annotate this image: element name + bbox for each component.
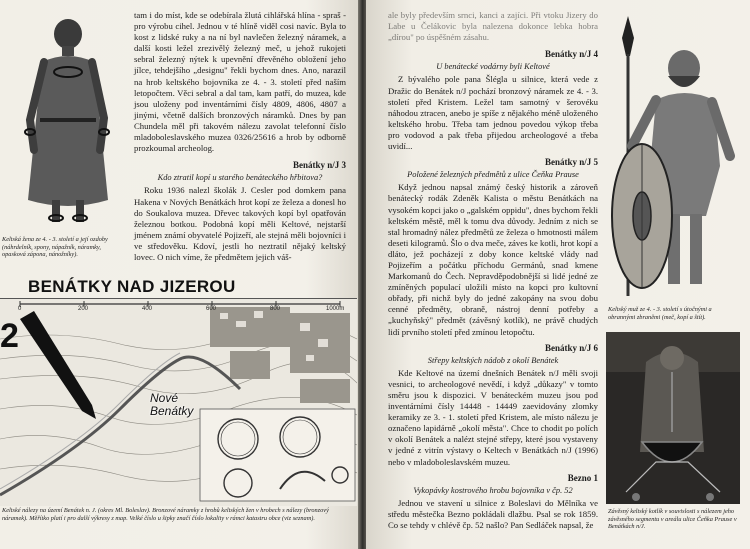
section-title-benatky-4: Benátky n/J 4 [544,49,598,60]
scale-label-800: 800 [270,306,281,312]
cauldron-illustration [606,332,740,504]
scale-label-600: 600 [206,306,217,312]
map-place-label-line1: Nové [150,391,179,405]
section-subtitle-benatky-4: U benátecké vodárny byli Keltové [436,62,550,72]
map-site-number: 2 [0,317,19,355]
section-title-benatky-5: Benátky n/J 5 [544,157,598,168]
section-text-benatky-5: Když jednou napsal známý český historik a zároveň benátecký rodák Zdeněk Kalista o městu Benátkách na vysokém kopci jako o „galském oppidu", dnes bychom řekli keltském městě, měl k tomu dva důvody. Jedním z nich se stal hromadný nález předmětů ze železa o hmotnosti málem deseti kilogramů. Šlo o dva meče, záves ke kotli, hrot kopí a dláto, jež pocházejí z doby konce keltské vlády nad Pojizeřím a počátku příchodu Germánů, snad kmene Markomanů do Čech. Nepravděpodobnější si lidé jedné ze zmíněných populací uložili místo na kopci pro kultovní obřady, při nichž byly do jedné zakopány na svou dobu cenné předměty, obraně, nástroj denní potřeby a „kuchyňský" předmět (závěsný kotlík), ne právě chudých lidí prvního století před zmínou letopočtu. [388,182,598,337]
map-caption: Keltské nálezy na území Benátek n. J. (okres Ml. Boleslav). Bronzové náramky z hrobů keltských žen v hrobech s nálezy (bronzový náramek). Měřítko platí i pro další výkresy z map. Velké číslo u šipky značí číslo lokality v rámci katastru obce (viz seznam). [2,507,329,522]
top-paragraph: ale byly především srnci, kanci a zajíci. Při vtoku Jizery do Labe u Čelákovic byla nalezena dokonce lebka hobra „dírou" po úspěšném zásahu. [388,10,598,43]
section-title-benatky-6: Benátky n/J 6 [544,342,598,353]
celtic-warrior-illustration [606,16,746,306]
section-text-bezno-1: Jednou ve stavení u silnice z Boleslavi do Mělníka ve středu městečka Bezno pokládali dlažbu. Psal se rok 1859. Co se tehdy v chlévě čp. 52 našlo? Pan Sedláček napsal, že [388,497,598,531]
warrior-caption: Keltský muž ze 4. - 3. století s útočnými a obrannými zbraněmi (meč, kopí a štít). [608,306,712,321]
map-title: BENÁTKY NAD JIZEROU [28,277,236,296]
scale-label-0: 0 [18,306,22,312]
map-place-label-line2: Benátky [150,404,194,418]
spear-icon [622,16,634,56]
section-subtitle-benatky-3: Kdo ztratil kopí u starého benáteckého hřbitova? [157,173,323,183]
left-page [0,0,360,549]
section-title-bezno-1: Bezno 1 [567,472,598,483]
left-text-column [134,10,346,263]
cauldron-caption: Závěsný keltský kotlík v souvislosti s nálezem jeho závěsného segmentu v areálu ulice Čeňka Prause v Benátkách n/J. [608,508,737,531]
right-page [366,0,750,549]
scale-label-1000: 1000m [326,306,345,312]
section-title-benatky-3: Benátky n/J 3 [292,160,346,171]
map-place-label [150,392,193,418]
section-text-benatky-3: Roku 1936 nalezl školák J. Cesler pod domkem pana Hakena v Nových Benátkách hrot kopí ze železa a donesl ho do Soukalova muzea. Dřevec takových kopí byl opatřován železnou botkou. Podobná kopí měli Keltové, nejstarší jménem známí obyvatelé Pojizeří, ale stejná měli bojovníci i ve středověku. Kdoví, jestli ho neztratil nějaký keltský lovec. O nich víme, že předmětem jejich váš- [134,185,346,262]
section-text-benatky-6: Kde Keltové na území dnešních Benátek n/J měli svoji vesnici, to archeologové nevědí, i když „důkazy" v tomto směru jsou k dispozici. V benáteckém muzeu jsou pod inventárními čísly 14448 - 14449 zaevidovány zlomky keramiky ze 3. - 1. století před Kristem, ale místo nálezu je označeno lapidárně „okolí města". Chce to chodit po polích v okolí Benátek a nalézt stejné střepy, které jsou vystaveny v jedné z vitrín výstavy o Keltech v Benátkách n/J (1996) nebo v mladoboleslavském muzeu. [388,367,598,467]
scale-label-200: 200 [78,306,89,312]
right-text-column [388,10,598,531]
intro-paragraph: tam i do míst, kde se odebírala žlutá cihlářská hlína - spraš - pro výrobu cihel. Jednou v té hlíně viděl cosi navíc. Byla to kost z lidské ruky a na ní byl navlečen železný náramek, a další kosti ležel zrezivělý železný meč, u jehož rukojeti sebral železný nýtek k upevnění dřevěného obložení jeho jílce, tehdejšího „designu" řekli bychom dnes. Ano, narazil na hrob keltského bojovníka ze 4. - 3. století před naším letopočtem. Věci sebral a dal tam, kam patří, do muzea, kde jsou uloženy pod inventárními čísly 4809, 4806, 4807 a jinými, včetně dalších bronzových náramků. Dnes by pan Chundela měl při takovém nálezu zavolat telefonní číslo mladoboleslavského muzea 0326/25616 a hrob by odborně prozkoumal archeolog. [134,10,346,154]
woman-head [54,19,82,49]
section-subtitle-benatky-5: Položené železných předmětů z ulice Čeňka Prause [407,170,579,180]
woman-figure-caption: Keltská žena ze 4. - 3. století a její ozdoby (náhrdelník, spony, nápažník, náramky, opasková zápona, nánožníky). [2,236,108,259]
celtic-woman-illustration [0,0,130,240]
scale-label-400: 400 [142,306,153,312]
section-text-benatky-4: Z bývalého pole pana Šlégla u silnice, která vede z Dražic do Benátek n/J pochází bronzový náramek ze 4. - 3. století před Kristem. Ležel tam samotný v šerovéku náhodou ztracen, anebo je spíše z nějakého méně uloženého keltského hrobu. Třeba tam jednou povedou výkop třeba pro vodovod a pak třeba přijedou archeologové a třeba uvidí... [388,74,598,152]
section-subtitle-benatky-6: Střepy keltských nádob z okolí Benátek [427,355,559,365]
section-subtitle-bezno-1: Vykopávky kostrového hrobu bojovníka v čp. 52 [413,485,573,495]
